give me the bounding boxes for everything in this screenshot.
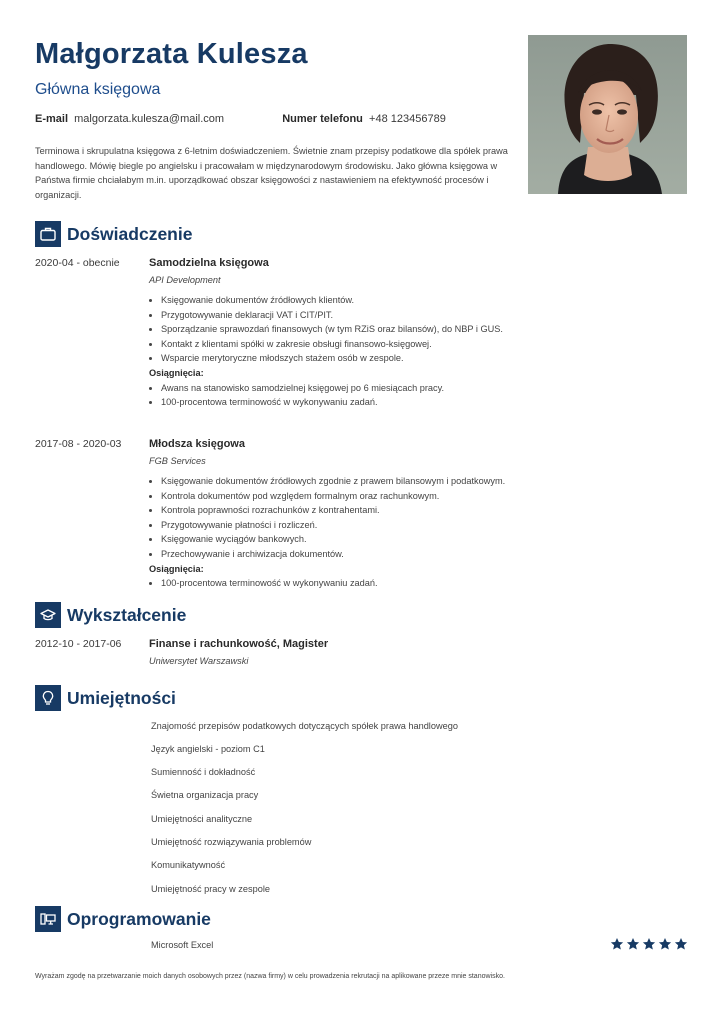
candidate-name: Małgorzata Kulesza [35,38,308,70]
profile-photo [528,35,687,194]
phone-value: +48 123456789 [369,113,446,125]
software-section-title: Oprogramowanie [67,908,211,929]
duty-item: • Kontrola poprawności rozrachunków z kontrahentami. [161,503,669,518]
achievements-label: Osiągnięcia: [149,563,204,574]
skill-item: Umiejętność rozwiązywania problemów [151,837,312,847]
duty-item: • Przygotowywanie deklaracji VAT i CIT/PIT. [161,308,669,323]
duty-item: • Sporządzanie sprawozdań finansowych (w tym RZiS oraz bilansów), do NBP i GUS. [161,322,669,337]
achievements-list [149,576,669,591]
experience-role: Samodzielna księgowa [149,257,269,269]
achievements-label: Osiągnięcia: [149,367,204,378]
skill-item: Język angielski - poziom C1 [151,744,265,754]
skill-item: Znajomość przepisów podatkowych dotyczących spółek prawa handlowego [151,721,458,731]
achievement-item: • Awans na stanowisko samodzielnej księgowej po 6 miesiącach pracy. [161,381,669,396]
duty-item: • Przygotowywanie płatności i rozliczeń. [161,518,669,533]
duty-item: • Księgowanie dokumentów źródłowych klientów. [161,293,669,308]
candidate-job-title: Główna księgowa [35,81,161,98]
education-degree: Finanse i rachunkowość, Magister [149,638,329,650]
experience-company: FGB Services [149,456,206,466]
achievement-item: • 100-procentowa terminowość w wykonywaniu zadań. [161,395,669,410]
skill-item: Świetna organizacja pracy [151,790,259,800]
experience-dates: 2017-08 - 2020-03 [35,438,122,450]
skill-item: Sumienność i dokładność [151,767,256,777]
experience-role: Młodsza księgowa [149,438,245,450]
duties-list [149,293,669,366]
gdpr-consent: Wyrażam zgodę na przetwarzanie moich danych osobowych przez (nazwa firmy) w celu prowadzenia rekrutacji na aplikowane przeze mnie stanowisko. [35,973,505,980]
email-label: E-mail [35,113,69,125]
duty-item: • Przechowywanie i archiwizacja dokumentów. [161,547,669,562]
star-icon [658,937,672,951]
skill-item: Umiejętność pracy w zespole [151,884,270,894]
experience-section-title: Doświadczenie [67,223,193,244]
star-icon [610,937,624,951]
duties-list [149,474,669,562]
lightbulb-icon [35,685,61,711]
star-icon [642,937,656,951]
star-icon [626,937,640,951]
achievement-item: • 100-procentowa terminowość w wykonywaniu zadań. [161,576,669,591]
graduation-cap-icon [35,602,61,628]
software-rating [610,937,688,951]
experience-section-header [35,221,192,247]
experience-company: API Development [149,275,221,285]
profile-summary: Terminowa i skrupulatna księgowa z 6-letnim doświadczeniem. Świetnie znam przepisy podatkowe dla spółek prawa handlowego. Mówię biegle po angielsku i pracowałam w międzynarodowym środowisku. Jako główna księgowa w Państwa firmie chciałabym m.in. uporządkować obszar księgowości z nastawieniem na efektywność procesów i organizacji. [35,146,508,200]
software-name: Microsoft Excel [151,940,214,950]
email-value: malgorzata.kulesza@mail.com [74,113,225,125]
experience-dates: 2020-04 - obecnie [35,257,120,269]
monitor-icon [35,906,61,932]
duty-item: • Kontakt z klientami spółki w zakresie obsługi finansowo-księgowej. [161,337,669,352]
achievements-list [149,381,669,410]
education-school: Uniwersytet Warszawski [149,656,249,666]
education-section-title: Wykształcenie [67,604,187,625]
phone-label: Numer telefonu [282,113,363,125]
skills-section-title: Umiejętności [67,687,176,708]
duty-item: • Księgowanie wyciągów bankowych. [161,532,669,547]
education-section-header [35,602,186,628]
skill-item: Umiejętności analityczne [151,814,253,824]
software-section-header [35,906,211,932]
education-dates: 2012-10 - 2017-06 [35,638,122,650]
contact-line [35,113,446,125]
star-icon [674,937,688,951]
duty-item: • Wsparcie merytoryczne młodszych stażem osób w zespole. [161,351,669,366]
skill-item: Komunikatywność [151,860,226,870]
briefcase-icon [35,221,61,247]
duty-item: • Księgowanie dokumentów źródłowych zgodnie z prawem bilansowym i podatkowym. [161,474,669,489]
skills-section-header [35,685,176,711]
duty-item: • Kontrola dokumentów pod względem formalnym oraz rachunkowym. [161,489,669,504]
